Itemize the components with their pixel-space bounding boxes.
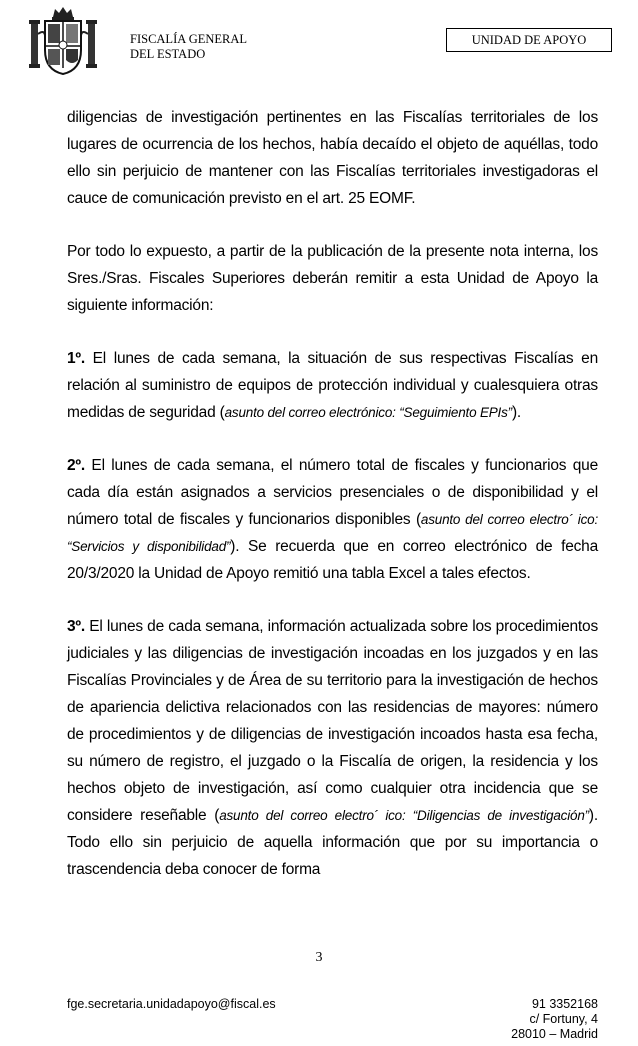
coat-of-arms-icon xyxy=(26,4,100,76)
footer-street: c/ Fortuny, 4 xyxy=(529,1012,598,1026)
paragraph-text: El lunes de cada semana, el número total de fiscales y funcionarios que cada día están asignados a servicios presenciales o de disponibilidad y el número total de fiscales y funcionarios disponibles ( xyxy=(67,457,598,528)
email-subject-note: asunto del correo electro´ ico: “Servicios y disponibilidad” xyxy=(67,512,598,554)
paragraph-point-1 xyxy=(67,345,598,426)
document-body xyxy=(67,104,598,909)
institution-line-1: FISCALÍA GENERAL xyxy=(130,32,248,46)
paragraph-tail: ). Todo ello sin perjuicio de aquella información que por su importancia o trascendencia deba conocer de forma xyxy=(67,807,598,878)
unit-label: UNIDAD DE APOYO xyxy=(446,28,612,52)
footer-email: fge.secretaria.unidadapoyo@fiscal.es xyxy=(67,997,276,1011)
paragraph-point-2 xyxy=(67,452,598,587)
point-number: 2º. xyxy=(67,457,85,474)
paragraph-text: El lunes de cada semana, la situación de sus respectivas Fiscalías en relación al suministro de equipos de protección individual y cualesquiera otras medidas de seguridad ( xyxy=(67,350,598,421)
email-subject-note: asunto del correo electrónico: “Seguimiento EPIs” xyxy=(224,405,512,420)
paragraph-text: Por todo lo expuesto, a partir de la publicación de la presente nota interna, los Sres./Sras. Fiscales Superiores deberán remitir a esta Unidad de Apoyo la siguiente información: xyxy=(67,243,598,314)
paragraph-text: El lunes de cada semana, información actualizada sobre los procedimientos judiciales y las diligencias de investigación incoadas en los juzgados y en las Fiscalías Provinciales y de Área de su territorio para la investigación de hechos de apariencia delictiva relacionados con las residencias de mayores: número de procedimientos y de diligencias de investigación incoados hasta esa fecha, su número de registro, el juzgado o la Fiscalía de origen, la residencia y los hechos objeto de investigación, así como cualquier otra incidencia que se considere reseñable ( xyxy=(67,618,598,824)
footer-city: 28010 – Madrid xyxy=(511,1027,598,1041)
point-number: 3º. xyxy=(67,618,85,635)
institution-line-2: DEL ESTADO xyxy=(130,47,206,61)
email-subject-note: asunto del correo electro´ ico: “Diligencias de investigación” xyxy=(219,808,589,823)
paragraph-2 xyxy=(67,238,598,319)
point-number: 1º. xyxy=(67,350,85,367)
paragraph-1 xyxy=(67,104,598,212)
page-number: 3 xyxy=(315,950,323,965)
paragraph-text: diligencias de investigación pertinentes en las Fiscalías territoriales de los lugares de ocurrencia de los hechos, había decaído el objeto de aquéllas, todo ello sin perjuicio de mantener con las Fiscalías territoriales investigadoras el cauce de comunicación previsto en el art. 25 EOMF. xyxy=(67,109,598,207)
institution-name xyxy=(130,32,247,62)
page-header xyxy=(0,0,638,90)
paragraph-tail: ). Se recuerda que en correo electrónico de fecha 20/3/2020 la Unidad de Apoyo remitió una tabla Excel a tales efectos. xyxy=(67,538,599,582)
footer-contact xyxy=(511,997,598,1042)
paragraph-point-3 xyxy=(67,613,598,883)
paragraph-tail: ). xyxy=(511,404,522,421)
footer-phone: 91 3352168 xyxy=(531,997,598,1011)
